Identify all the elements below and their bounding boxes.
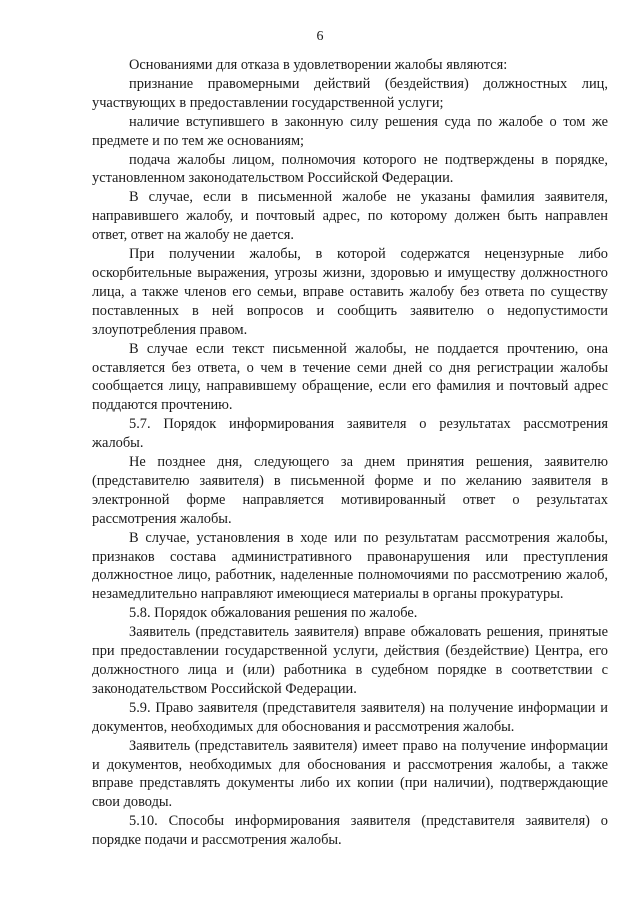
paragraph-unreadable-text: В случае если текст письменной жалобы, не поддается прочтению, она оставляется без ответа, о чем в течение семи дней со дня регистрации жалобы сообщается лицу, направившему обращение, если его фамилия и почтовый адрес поддаются прочтению. bbox=[92, 340, 608, 414]
page-number: 6 bbox=[316, 29, 324, 44]
paragraph-refusal-grounds-intro: Основаниями для отказа в удовлетворении жалобы являются: bbox=[129, 57, 508, 73]
paragraph-refusal-ground-lawful-actions: признание правомерными действий (бездействия) должностных лиц, участвующих в предоставлении государственной услуги; bbox=[92, 75, 608, 111]
section-5-9-heading: 5.9. Право заявителя (представителя заявителя) на получение информации и документов, необходимых для обоснования и рассмотрения жалобы. bbox=[92, 699, 608, 735]
paragraph-no-name-no-address: В случае, если в письменной жалобе не указаны фамилия заявителя, направившего жалобу, и почтовый адрес, по которому должен быть направлен ответ, ответ на жалобу не дается. bbox=[92, 189, 608, 244]
section-5-7-heading: 5.7. Порядок информирования заявителя о результатах рассмотрения жалобы. bbox=[92, 416, 608, 452]
paragraph-right-to-documents: Заявитель (представитель заявителя) имеет право на получение информации и документов, необходимых для обоснования и рассмотрения жалобы, а также вправе представлять документы либо их копии (при наличии), подтверждающие свои доводы. bbox=[92, 737, 608, 811]
paragraph-reasoned-response: Не позднее дня, следующего за днем принятия решения, заявителю (представителю заявителя) в письменной форме и по желанию заявителя в электронной форме направляется мотивированный ответ о результатах рассмотрения жалобы. bbox=[92, 454, 608, 527]
paragraph-prosecution-referral: В случае, установления в ходе или по результатам рассмотрения жалобы, признаков состава административного правонарушения или преступления должностное лицо, работник, наделенные полномочиями по рассмотрению жалоб, незамедлительно направляют имеющиеся материалы в органы прокуратуры. bbox=[92, 529, 608, 603]
document-body bbox=[92, 56, 608, 850]
section-5-10-heading: 5.10. Способы информирования заявителя (представителя заявителя) о порядке подачи и рассмотрения жалобы. bbox=[92, 813, 608, 849]
paragraph-judicial-appeal: Заявитель (представитель заявителя) вправе обжаловать решения, принятые при предоставлении государственной услуги, действия (бездействие) Центра, его должностного лица и (или) работника в судебном порядке в соответствии с законодательством Российской Федерации. bbox=[92, 624, 608, 697]
paragraph-refusal-ground-court-decision: наличие вступившего в законную силу решения суда по жалобе о том же предмете и по тем же основаниям; bbox=[92, 113, 608, 149]
paragraph-refusal-ground-unauthorized-person: подача жалобы лицом, полномочия которого не подтверждены в порядке, установленном законодательством Российской Федерации. bbox=[92, 151, 608, 187]
section-5-8-heading: 5.8. Порядок обжалования решения по жалобе. bbox=[129, 605, 418, 622]
paragraph-obscene-language: При получении жалобы, в которой содержатся нецензурные либо оскорбительные выражения, угрозы жизни, здоровью и имуществу должностного лица, а также членов его семьи, вправе оставить жалобу без ответа по существу поставленных в ней вопросов и сообщить заявителю о недопустимости злоупотребления правом. bbox=[92, 246, 608, 338]
